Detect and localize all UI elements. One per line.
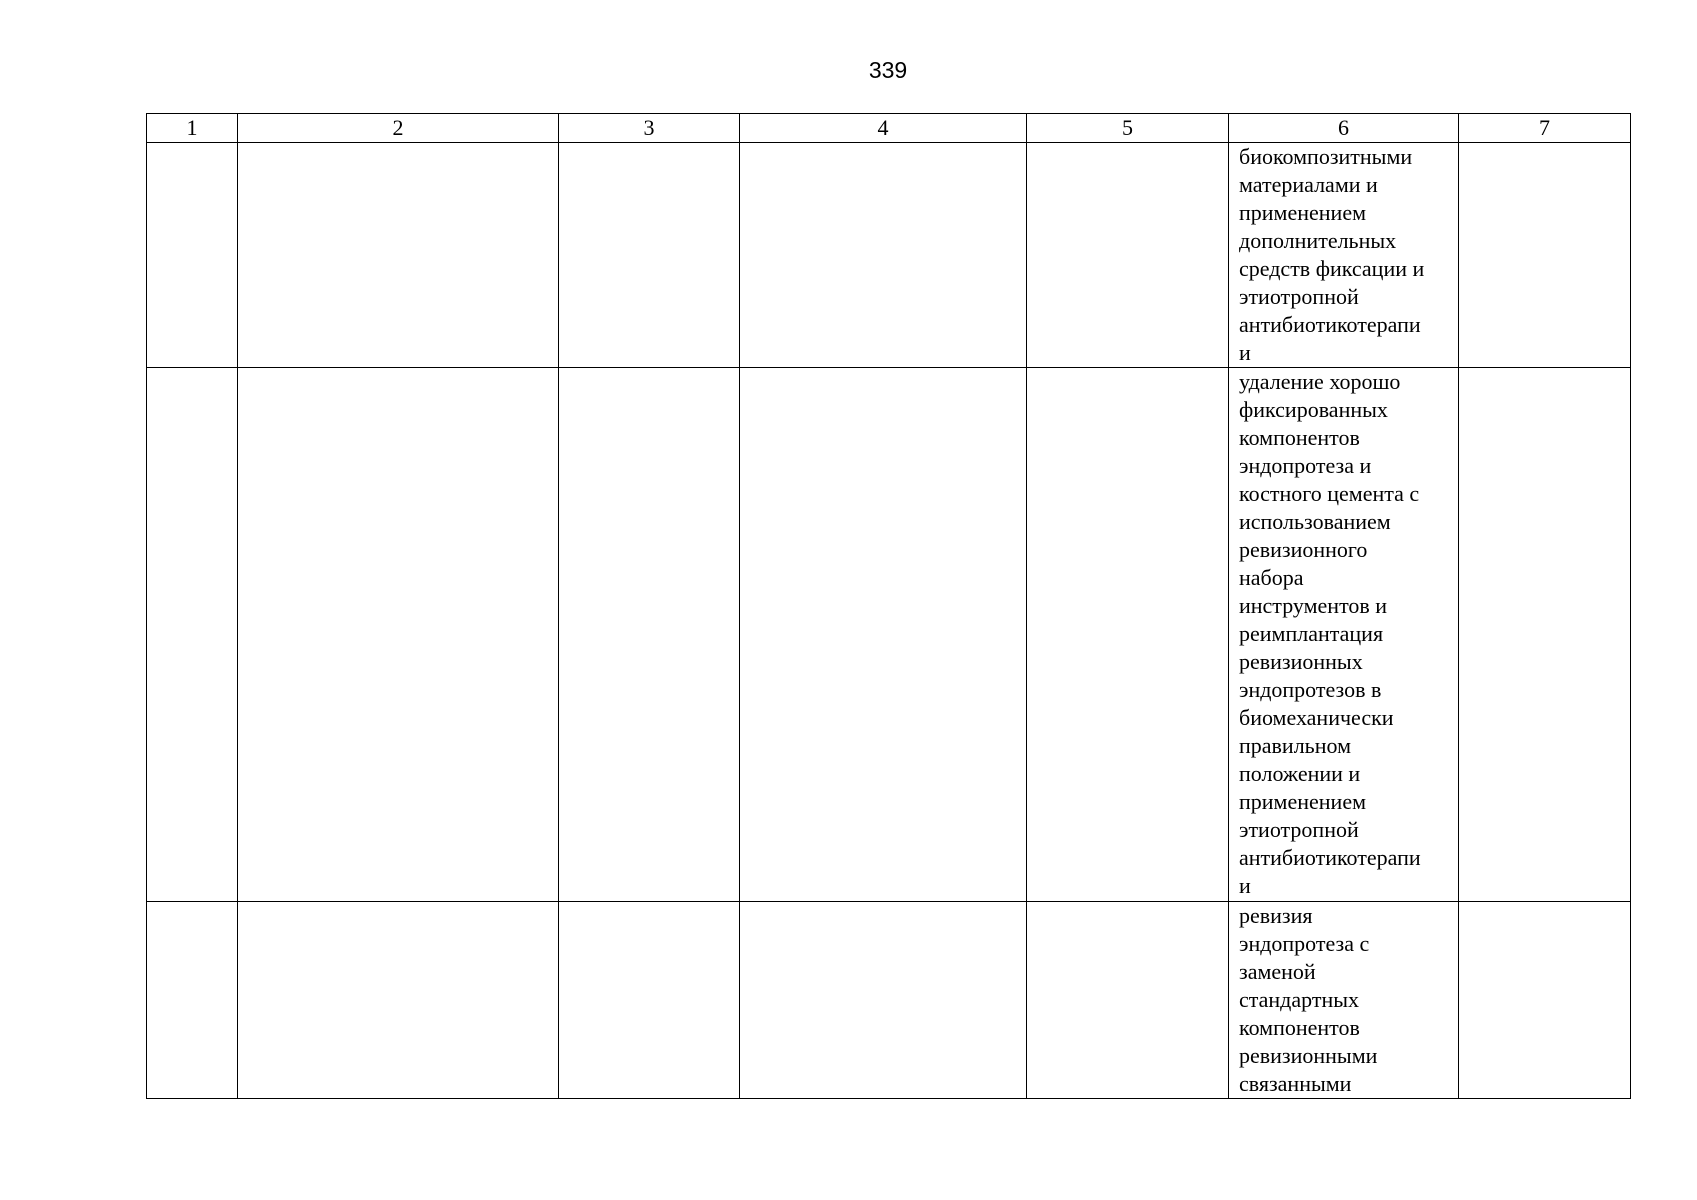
table-cell-text: удаление хорошо фиксированных компонентов эндопротеза и костного цемента с использованием ревизионного набора инструментов и реимплантация ревизионных эндопротезов в биомеханически правильном положении и применением этиотропной антибиотикотерапи и [1229,368,1459,902]
table-cell [1027,902,1229,1099]
table-cell [559,902,740,1099]
table-cell [740,143,1027,368]
table-cell [147,368,238,902]
table-header-row [147,114,1631,143]
table-cell [1459,368,1631,902]
table-cell [1027,368,1229,902]
table-cell [238,143,559,368]
column-header-6: 6 [1229,114,1459,143]
page-number: 339 [868,57,908,83]
table-cell [740,368,1027,902]
table-cell [559,368,740,902]
table-cell [740,902,1027,1099]
table-cell-text: ревизия эндопротеза с заменой стандартных компонентов ревизионными связанными [1229,902,1459,1099]
table-cell [238,902,559,1099]
table-cell [238,368,559,902]
table-cell-text: биокомпозитными материалами и применением дополнительных средств фиксации и этиотропной антибиотикотерапи и [1229,143,1459,368]
table-cell [1459,902,1631,1099]
table-row [147,143,1631,368]
column-header-3: 3 [559,114,740,143]
column-header-7: 7 [1459,114,1631,143]
table-cell [147,143,238,368]
column-header-2: 2 [238,114,559,143]
column-header-4: 4 [740,114,1027,143]
table-row [147,902,1631,1099]
document-table [146,113,1631,1099]
column-header-1: 1 [147,114,238,143]
table-cell [1459,143,1631,368]
table-cell [559,143,740,368]
column-header-5: 5 [1027,114,1229,143]
table-cell [147,902,238,1099]
table-row [147,368,1631,902]
table-cell [1027,143,1229,368]
